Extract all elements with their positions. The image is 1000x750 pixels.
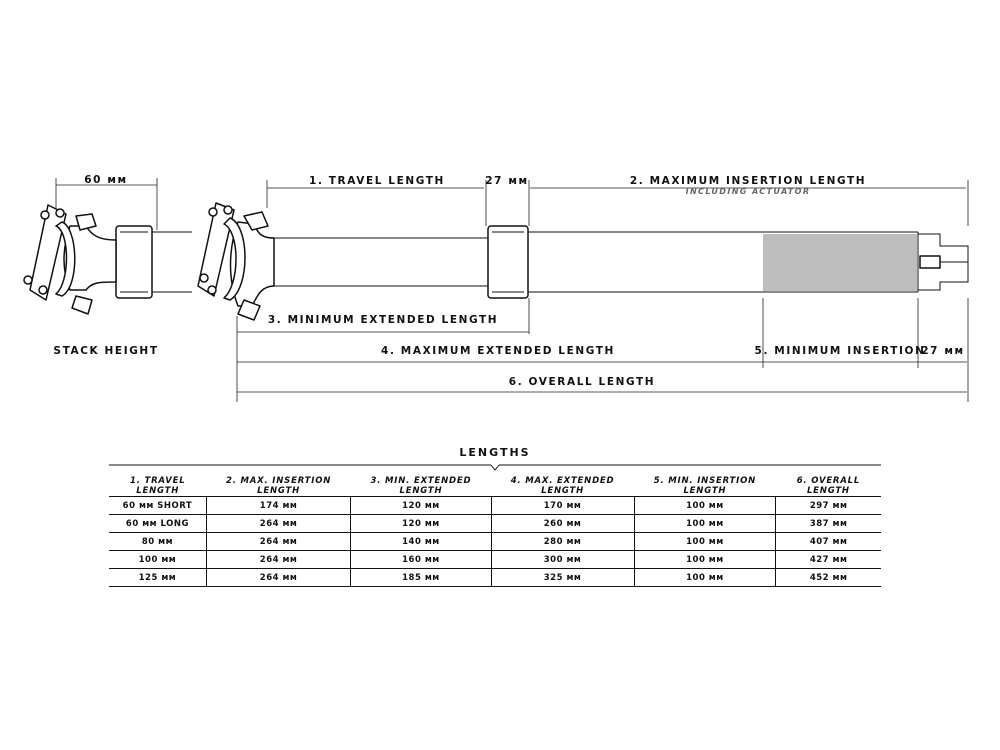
table-cell: 100 мм — [634, 551, 776, 569]
table-row — [109, 533, 881, 551]
table-cell: 264 мм — [206, 569, 350, 587]
table-cell: 160 мм — [351, 551, 491, 569]
table-cell: 185 мм — [351, 569, 491, 587]
table-cell: 80 мм — [109, 533, 206, 551]
table-cell: 260 мм — [491, 515, 634, 533]
header-min-insertion: 5. MIN. INSERTION LENGTH — [634, 476, 776, 497]
stack-height-label: STACK HEIGHT — [53, 345, 159, 357]
table-cell: 280 мм — [491, 533, 634, 551]
table-cell: 427 мм — [776, 551, 881, 569]
table-cell: 264 мм — [206, 515, 350, 533]
table-cell: 297 мм — [776, 497, 881, 515]
header-max-extended: 4. MAX. EXTENDED LENGTH — [491, 476, 634, 497]
including-actuator-label: INCLUDING ACTUATOR — [685, 187, 811, 196]
stack-width-label: 60 мм — [84, 174, 128, 186]
table-cell: 140 мм — [351, 533, 491, 551]
table-header-row — [109, 476, 881, 497]
min-insertion-label: 5. MINIMUM INSERTION — [754, 345, 926, 357]
table-cell: 407 мм — [776, 533, 881, 551]
header-max-insertion: 2. MAX. INSERTION LENGTH — [206, 476, 350, 497]
table-row — [109, 497, 881, 515]
table-cell: 125 мм — [109, 569, 206, 587]
lengths-table — [109, 476, 881, 587]
collar-label: 27 мм — [485, 175, 529, 187]
min-insertion-zone — [763, 234, 917, 291]
header-travel: 1. TRAVEL LENGTH — [109, 476, 206, 497]
table-cell: 264 мм — [206, 551, 350, 569]
table-cell: 60 мм LONG — [109, 515, 206, 533]
table-cell: 452 мм — [776, 569, 881, 587]
header-min-extended: 3. MIN. EXTENDED LENGTH — [351, 476, 491, 497]
table-cell: 325 мм — [491, 569, 634, 587]
table-cell: 60 мм SHORT — [109, 497, 206, 515]
stack-height-drawing — [24, 178, 192, 314]
table-cell: 100 мм — [634, 569, 776, 587]
table-row — [109, 569, 881, 587]
min-extended-label: 3. MINIMUM EXTENDED LENGTH — [267, 314, 499, 326]
table-cell: 264 мм — [206, 533, 350, 551]
table-cell: 120 мм — [351, 497, 491, 515]
table-cell: 387 мм — [776, 515, 881, 533]
table-cell: 120 мм — [351, 515, 491, 533]
table-cell: 100 мм — [109, 551, 206, 569]
max-insertion-label: 2. MAXIMUM INSERTION LENGTH — [629, 175, 867, 187]
header-overall: 6. OVERALL LENGTH — [776, 476, 881, 497]
table-cell: 100 мм — [634, 515, 776, 533]
table-cell: 174 мм — [206, 497, 350, 515]
table-cell: 300 мм — [491, 551, 634, 569]
travel-length-label: 1. TRAVEL LENGTH — [309, 175, 445, 187]
table-row — [109, 515, 881, 533]
table-cell: 100 мм — [634, 533, 776, 551]
table-row — [109, 551, 881, 569]
table-cell: 170 мм — [491, 497, 634, 515]
table-title: LENGTHS — [459, 446, 531, 459]
table-cell: 100 мм — [634, 497, 776, 515]
actuator-label: 27 мм — [921, 345, 965, 357]
seatpost-drawing — [198, 203, 968, 320]
overall-length-label: 6. OVERALL LENGTH — [508, 376, 656, 388]
max-extended-label: 4. MAXIMUM EXTENDED LENGTH — [381, 345, 615, 357]
